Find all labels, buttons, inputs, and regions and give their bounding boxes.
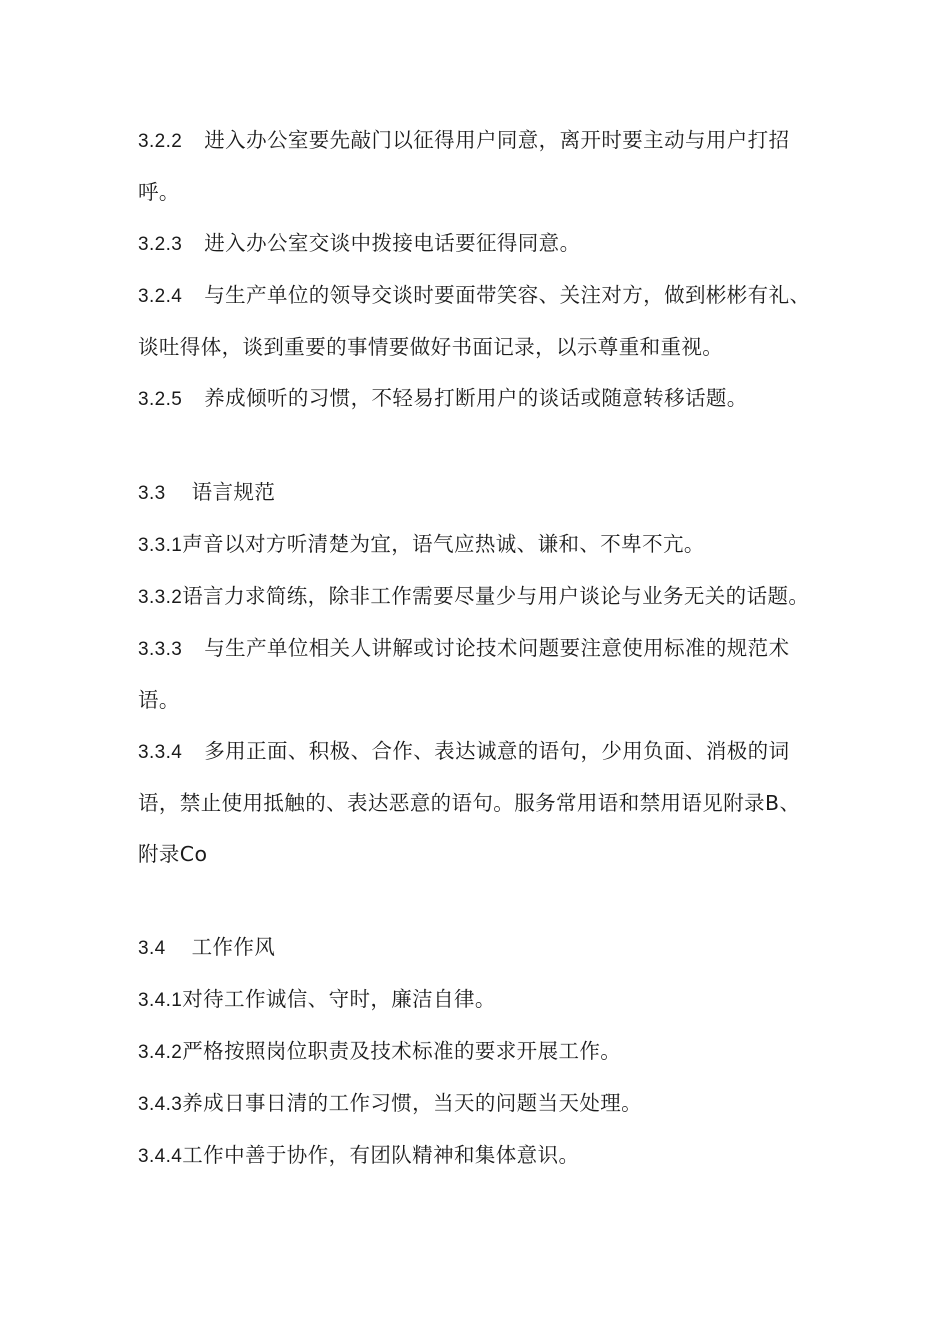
clause-number: 3.2.3 (138, 234, 183, 255)
clause-number: 3.4.4 (138, 1146, 183, 1167)
section-heading-3-3 (138, 467, 818, 519)
clause-3-2-3 (138, 218, 818, 270)
section-title: 工作作风 (191, 935, 276, 959)
section-number: 3.3 (138, 483, 166, 504)
clause-text: 养成倾听的习惯，不轻易打断用户的谈话或随意转移话题。 (204, 386, 748, 410)
clause-number: 3.3.4 (138, 742, 183, 763)
document-page (138, 115, 818, 1182)
clause-text: 语言力求简练，除非工作需要尽量少与用户谈论与业务无关的话题。 (182, 584, 810, 608)
clause-text: 养成日事日清的工作习惯，当天的问题当天处理。 (182, 1091, 643, 1115)
clause-3-4-1 (138, 974, 818, 1026)
clause-text: 严格按照岗位职责及技术标准的要求开展工作。 (182, 1039, 622, 1063)
clause-number: 3.4.1 (138, 990, 183, 1011)
section-spacer (138, 880, 818, 922)
clause-number: 3.3.2 (138, 587, 183, 608)
clause-3-4-2 (138, 1026, 818, 1078)
clause-3-3-2 (138, 571, 818, 623)
section-heading-3-4 (138, 922, 818, 974)
clause-text: 进入办公室交谈中拨接电话要征得同意。 (204, 231, 581, 255)
clause-text: 工作中善于协作，有团队精神和集体意识。 (182, 1143, 580, 1167)
clause-text: 与生产单位相关人讲解或讨论技术问题要注意使用标准的规范术语。 (138, 636, 790, 712)
section-number: 3.4 (138, 938, 166, 959)
clause-number: 3.3.1 (138, 535, 183, 556)
clause-text: 与生产单位的领导交谈时要面带笑容、关注对方，做到彬彬有礼、谈吐得体，谈到重要的事情要做好书面记录，以示尊重和重视。 (138, 283, 811, 359)
clause-text: 声音以对方听清楚为宜，语气应热诚、谦和、不卑不亢。 (182, 532, 705, 556)
clause-3-4-4 (138, 1130, 818, 1182)
clause-3-3-4 (138, 726, 818, 880)
clause-text: 对待工作诚信、守时，廉洁自律。 (182, 987, 496, 1011)
clause-number: 3.4.2 (138, 1042, 183, 1063)
clause-number: 3.2.2 (138, 131, 183, 152)
clause-number: 3.2.4 (138, 286, 183, 307)
clause-text: 进入办公室要先敲门以征得用户同意，离开时要主动与用户打招呼。 (138, 128, 790, 204)
clause-number: 3.2.5 (138, 389, 183, 410)
clause-number: 3.3.3 (138, 639, 183, 660)
section-title: 语言规范 (191, 480, 276, 504)
clause-3-3-3 (138, 623, 818, 726)
section-spacer (138, 425, 818, 467)
clause-3-3-1 (138, 519, 818, 571)
clause-3-4-3 (138, 1078, 818, 1130)
clause-text: 多用正面、积极、合作、表达诚意的语句，少用负面、消极的词语，禁止使用抵触的、表达恶意的语句。服务常用语和禁用语见附录B、附录Co (138, 739, 801, 866)
clause-3-2-5 (138, 373, 818, 425)
clause-3-2-4 (138, 270, 818, 373)
clause-number: 3.4.3 (138, 1094, 183, 1115)
clause-3-2-2 (138, 115, 818, 218)
